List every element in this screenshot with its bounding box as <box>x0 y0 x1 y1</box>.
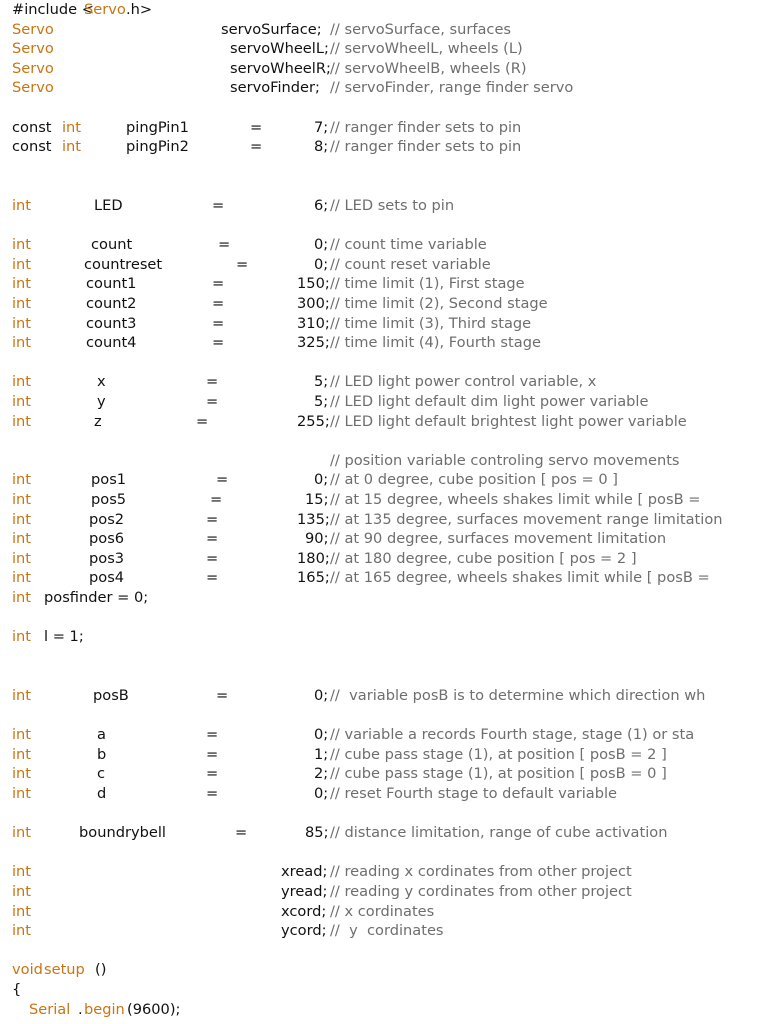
code-token: = <box>235 824 248 842</box>
code-line[interactable] <box>0 0 768 20</box>
code-token: boundrybell <box>79 824 166 842</box>
code-token: = <box>206 373 219 391</box>
code-keyword: int <box>12 589 32 606</box>
code-line[interactable] <box>0 510 768 530</box>
code-comment: // at 0 degree, cube position [ pos = 0 ] <box>330 471 618 489</box>
code-token: count <box>91 236 133 254</box>
code-comment: // at 90 degree, surfaces movement limitation <box>330 530 667 548</box>
code-line[interactable] <box>0 686 768 706</box>
code-token: 180; <box>297 549 330 567</box>
code-comment: // at 165 degree, wheels shakes limit while [ posB = <box>330 569 710 587</box>
code-token: pos3 <box>89 549 125 567</box>
code-line[interactable] <box>0 490 768 510</box>
code-keyword: int <box>12 883 32 900</box>
code-keyword: int <box>62 118 82 136</box>
code-token: d <box>97 785 107 802</box>
code-line[interactable] <box>0 118 768 138</box>
code-keyword: int <box>12 628 32 646</box>
code-token: servoFinder; <box>230 79 320 97</box>
code-keyword: int <box>12 373 32 391</box>
code-token: xcord; <box>281 902 327 920</box>
code-comment: // servoWheelB, wheels (R) <box>330 59 527 77</box>
code-line[interactable] <box>0 823 768 843</box>
code-token: () <box>95 961 107 979</box>
code-token: 90; <box>305 530 329 548</box>
code-line[interactable] <box>0 980 768 1000</box>
code-token: = <box>206 393 219 410</box>
code-keyword: Serial <box>29 1000 71 1018</box>
code-comment: // x cordinates <box>330 902 435 920</box>
code-comment: // LED light power control variable, x <box>330 373 597 391</box>
code-token: pos5 <box>91 491 127 508</box>
code-comment: // y cordinates <box>330 922 444 940</box>
code-comment: // servoWheelL, wheels (L) <box>330 40 523 58</box>
code-keyword: int <box>12 393 32 410</box>
code-token: count3 <box>86 314 137 332</box>
code-line[interactable] <box>0 235 768 255</box>
code-line[interactable] <box>0 568 768 588</box>
code-token: 255; <box>297 412 330 430</box>
code-comment: // reset Fourth stage to default variable <box>330 785 618 802</box>
code-token: 2; <box>314 765 329 783</box>
code-comment: // time limit (1), First stage <box>330 275 525 293</box>
code-token: = <box>236 255 249 273</box>
code-token: { <box>12 981 22 998</box>
code-token: servoWheelL; <box>230 40 329 58</box>
code-line[interactable] <box>0 725 768 745</box>
code-token: 6; <box>314 197 329 214</box>
code-token: xread; <box>281 863 328 881</box>
code-token: ycord; <box>281 922 327 940</box>
code-comment: // time limit (2), Second stage <box>330 295 548 312</box>
code-token: 8; <box>314 138 329 156</box>
code-line[interactable] <box>0 78 768 98</box>
code-comment: // LED sets to pin <box>330 197 455 214</box>
code-token: const <box>12 138 52 156</box>
code-line[interactable] <box>0 412 768 432</box>
code-token: 15; <box>305 491 329 508</box>
code-token: (9600); <box>127 1000 181 1018</box>
code-token: count4 <box>86 334 137 352</box>
code-token: count1 <box>86 275 137 293</box>
code-token: 0; <box>314 471 329 489</box>
code-token: 325; <box>297 334 330 352</box>
code-token: = <box>206 569 219 587</box>
code-keyword: int <box>12 824 32 842</box>
code-token: 7; <box>314 118 329 136</box>
code-line[interactable] <box>0 255 768 275</box>
code-keyword: int <box>12 902 32 920</box>
code-comment: // servoFinder, range finder servo <box>330 79 574 97</box>
code-token: #include < <box>12 1 94 18</box>
code-token: = <box>206 549 219 567</box>
code-keyword: int <box>12 510 32 528</box>
code-keyword: int <box>12 922 32 940</box>
code-token: 85; <box>305 824 329 842</box>
code-keyword: int <box>12 530 32 548</box>
code-token: = <box>250 138 263 156</box>
code-token: posB <box>93 687 129 704</box>
code-line[interactable] <box>0 588 768 608</box>
code-token: 135; <box>297 510 330 528</box>
code-keyword: int <box>12 255 32 273</box>
code-line[interactable] <box>0 627 768 647</box>
code-line[interactable] <box>0 470 768 490</box>
code-token: = <box>212 275 225 293</box>
code-line[interactable] <box>0 39 768 59</box>
code-token: = <box>212 295 225 312</box>
code-token: pos4 <box>89 569 125 587</box>
code-keyword: begin <box>84 1000 125 1018</box>
code-comment: // at 180 degree, cube position [ pos = 2 ] <box>330 549 637 567</box>
code-keyword: Servo <box>12 20 54 38</box>
code-keyword: Servo <box>12 40 54 58</box>
code-token: 0; <box>314 726 329 744</box>
code-comment: // reading y cordinates from other project <box>330 883 632 900</box>
code-token: .h> <box>126 1 153 18</box>
code-keyword: int <box>12 549 32 567</box>
code-token: 150; <box>297 275 330 293</box>
code-token: z <box>94 412 102 430</box>
code-token: x <box>97 373 106 391</box>
code-token: = <box>218 236 231 254</box>
code-token: c <box>97 765 106 783</box>
code-line[interactable] <box>0 902 768 922</box>
code-token: const <box>12 118 52 136</box>
code-keyword: int <box>12 569 32 587</box>
code-keyword: setup <box>44 961 85 979</box>
code-line[interactable] <box>0 921 768 941</box>
code-line[interactable] <box>0 294 768 314</box>
code-token: = <box>210 491 223 508</box>
code-token: 5; <box>314 393 329 410</box>
code-token: 0; <box>314 255 329 273</box>
code-token: = <box>206 745 219 763</box>
code-line[interactable] <box>0 764 768 784</box>
code-token: = <box>212 197 225 214</box>
code-keyword: int <box>12 491 32 508</box>
code-keyword: int <box>12 275 32 293</box>
code-token: = <box>206 785 219 802</box>
code-comment: // count time variable <box>330 236 487 254</box>
code-comment: // count reset variable <box>330 255 491 273</box>
code-comment: // time limit (3), Third stage <box>330 314 532 332</box>
code-token: pingPin2 <box>126 138 189 156</box>
code-token: LED <box>94 197 123 214</box>
code-token: = <box>212 334 225 352</box>
code-token: = <box>206 510 219 528</box>
code-token: = <box>206 765 219 783</box>
code-token: servoWheelR; <box>230 59 331 77</box>
code-token: . <box>78 1000 83 1018</box>
code-line[interactable] <box>0 451 768 471</box>
code-line[interactable] <box>0 882 768 902</box>
code-keyword: Servo <box>12 59 54 77</box>
code-token: 165; <box>297 569 330 587</box>
code-token: = <box>250 118 263 136</box>
code-token: posfinder = 0; <box>44 589 149 606</box>
code-line[interactable] <box>0 20 768 40</box>
code-comment: // time limit (4), Fourth stage <box>330 334 541 352</box>
code-keyword: void <box>12 961 43 979</box>
code-line[interactable] <box>0 372 768 392</box>
code-comment: // ranger finder sets to pin <box>330 138 522 156</box>
code-keyword: int <box>12 412 32 430</box>
code-keyword: int <box>12 334 32 352</box>
code-comment: // at 15 degree, wheels shakes limit while [ posB = <box>330 491 701 508</box>
code-token: pos1 <box>91 471 127 489</box>
code-keyword: int <box>62 138 82 156</box>
code-line[interactable] <box>0 59 768 79</box>
code-token: y <box>97 393 106 410</box>
code-token: b <box>97 745 107 763</box>
code-comment: // position variable controling servo movements <box>330 451 680 469</box>
code-keyword: Servo <box>12 79 54 97</box>
code-comment: // servoSurface, surfaces <box>330 20 512 38</box>
code-comment: // variable a records Fourth stage, stage (1) or sta <box>330 726 695 744</box>
code-token: 0; <box>314 785 329 802</box>
code-token: pos6 <box>89 530 125 548</box>
code-line[interactable] <box>0 274 768 294</box>
code-line[interactable] <box>0 960 768 980</box>
code-keyword: int <box>12 785 32 802</box>
code-keyword: int <box>12 687 32 704</box>
code-token: = <box>216 471 229 489</box>
code-line[interactable] <box>0 392 768 412</box>
code-token: 0; <box>314 687 329 704</box>
code-line[interactable] <box>0 1000 768 1020</box>
code-token: pingPin1 <box>126 118 189 136</box>
code-line[interactable] <box>0 784 768 804</box>
code-comment: // reading x cordinates from other project <box>330 863 632 881</box>
code-comment: // LED light default dim light power variable <box>330 393 649 410</box>
code-token: 300; <box>297 295 330 312</box>
code-keyword: int <box>12 765 32 783</box>
code-token: = <box>216 687 229 704</box>
code-comment: // ranger finder sets to pin <box>330 118 522 136</box>
code-line[interactable] <box>0 196 768 216</box>
code-line[interactable] <box>0 549 768 569</box>
code-keyword: int <box>12 314 32 332</box>
code-keyword: int <box>12 236 32 254</box>
code-token: = <box>212 314 225 332</box>
code-token: a <box>97 726 106 744</box>
code-comment: // variable posB is to determine which direction wh <box>330 687 706 704</box>
code-token: pos2 <box>89 510 125 528</box>
code-comment: // cube pass stage (1), at position [ posB = 2 ] <box>330 745 667 763</box>
code-token: count2 <box>86 295 137 312</box>
code-keyword: int <box>12 863 32 881</box>
code-token: yread; <box>281 883 328 900</box>
code-keyword: int <box>12 295 32 312</box>
code-token: 310; <box>297 314 330 332</box>
code-token: = <box>206 530 219 548</box>
code-comment: // distance limitation, range of cube activation <box>330 824 668 842</box>
code-keyword: Servo <box>84 1 126 18</box>
code-keyword: int <box>12 726 32 744</box>
code-comment: // cube pass stage (1), at position [ posB = 0 ] <box>330 765 667 783</box>
code-keyword: int <box>12 745 32 763</box>
code-line[interactable] <box>0 862 768 882</box>
code-token: 5; <box>314 373 329 391</box>
code-line[interactable] <box>0 333 768 353</box>
code-keyword: int <box>12 471 32 489</box>
code-comment: // at 135 degree, surfaces movement range limitation <box>330 510 723 528</box>
code-token: servoSurface; <box>221 20 322 38</box>
code-line[interactable] <box>0 314 768 334</box>
code-line[interactable] <box>0 529 768 549</box>
code-token: l = 1; <box>44 628 84 646</box>
code-token: = <box>196 412 209 430</box>
code-token: 1; <box>314 745 329 763</box>
code-token: countreset <box>84 255 163 273</box>
code-comment: // LED light default brightest light power variable <box>330 412 687 430</box>
code-token: = <box>206 726 219 744</box>
code-keyword: int <box>12 197 32 214</box>
code-line[interactable] <box>0 745 768 765</box>
code-token: 0; <box>314 236 329 254</box>
code-line[interactable] <box>0 137 768 157</box>
